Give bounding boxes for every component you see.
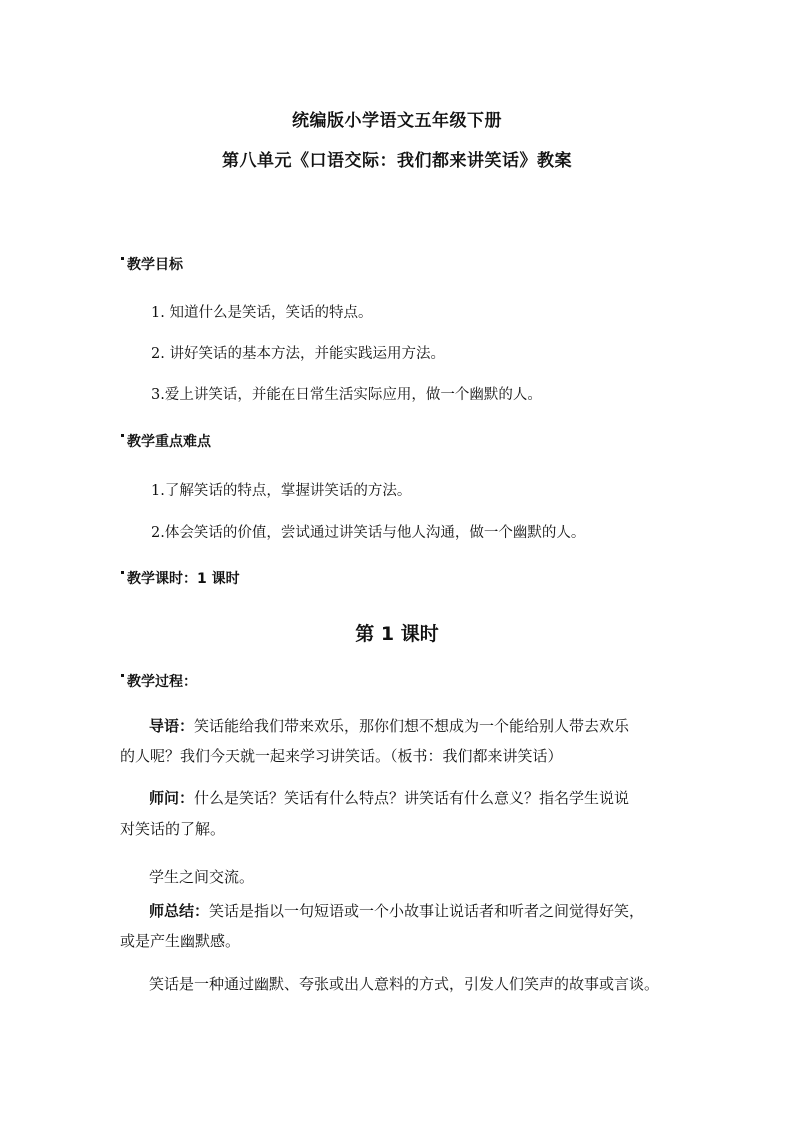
section-heading-text: 教学过程：: [127, 674, 197, 690]
summary-lead: 师总结：: [149, 902, 210, 920]
document-title: 统编版小学语文五年级下册: [292, 111, 502, 131]
bullet-icon: [121, 434, 124, 437]
summary-paragraph-line2: 或是产生幽默感。: [120, 932, 241, 950]
keypoint-item-1: 1.了解笑话的特点，掌握讲笑话的方法。: [151, 483, 412, 499]
section-heading-process: [121, 671, 197, 691]
intro-lead: 导语：: [149, 717, 195, 735]
section-heading-text: 教学目标: [127, 257, 183, 273]
summary-paragraph-line1: [149, 904, 644, 919]
definition-paragraph: 笑话是一种通过幽默、夸张或出人意料的方式，引发人们笑声的故事或言谈。: [149, 975, 660, 993]
goal-item-1: 1. 知道什么是笑话，笑话的特点。: [151, 305, 373, 321]
bullet-icon: [121, 257, 124, 260]
bullet-icon: [121, 571, 124, 574]
intro-paragraph-line2: 的人呢？我们今天就一起来学习讲笑话。（板书：我们都来讲笑话）: [120, 747, 563, 765]
section-heading-keypoints: [121, 431, 211, 451]
lesson-title: 第 1 课时: [355, 623, 439, 645]
section-heading-text: 教学重点难点: [127, 434, 211, 450]
ask-paragraph-line1: [149, 791, 629, 806]
intro-paragraph-line1: [149, 719, 629, 734]
keypoint-item-2: 2.体会笑话的价值，尝试通过讲笑话与他人沟通，做一个幽默的人。: [151, 525, 586, 541]
section-heading-hours: [121, 568, 240, 588]
exchange-paragraph: 学生之间交流。: [149, 868, 255, 886]
intro-text: 笑话能给我们带来欢乐，那你们想不想成为一个能给别人带去欢乐: [194, 717, 630, 735]
bullet-icon: [121, 674, 124, 677]
document-subtitle: 第八单元《口语交际：我们都来讲笑话》教案: [222, 151, 572, 171]
ask-text: 什么是笑话？笑话有什么特点？讲笑话有什么意义？指名学生说说: [194, 789, 630, 807]
goal-item-2: 2. 讲好笑话的基本方法，并能实践运用方法。: [151, 346, 445, 362]
section-heading-goals: [121, 254, 183, 274]
ask-paragraph-line2: 对笑话的了解。: [120, 820, 226, 838]
ask-lead: 师问：: [149, 789, 195, 807]
goal-item-3: 3.爱上讲笑话，并能在日常生活实际应用，做一个幽默的人。: [151, 387, 542, 403]
summary-text: 笑话是指以一句短语或一个小故事让说话者和听者之间觉得好笑，: [209, 902, 645, 920]
section-heading-text: 教学课时：1 课时: [127, 571, 240, 587]
